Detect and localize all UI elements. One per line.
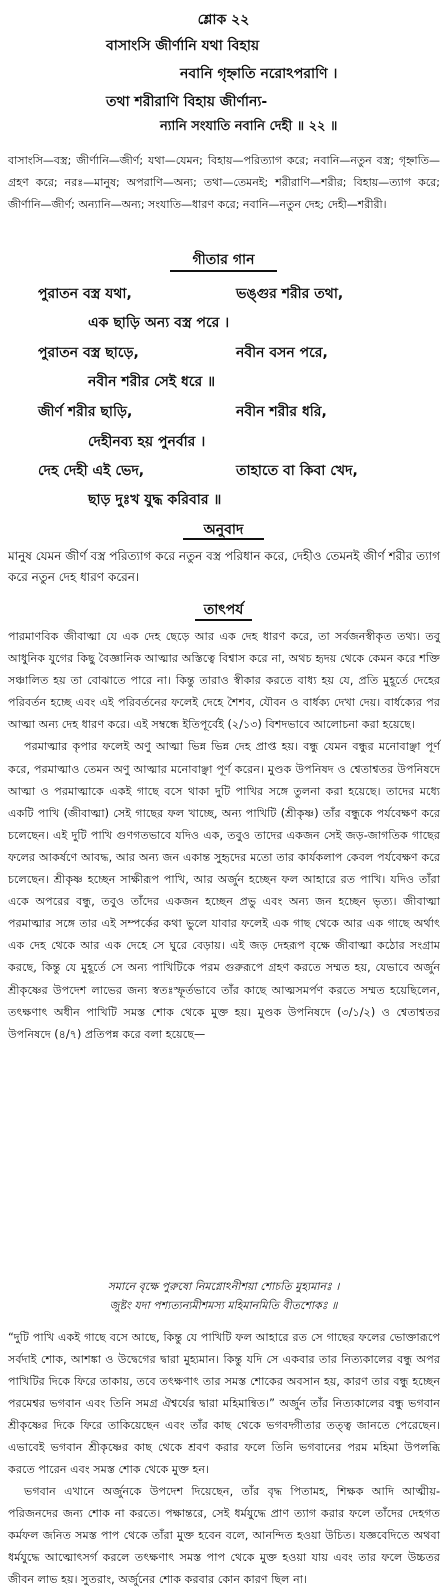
verse-line-3: তথা শরীরাণি বিহায় জীর্ণান্য- [106,94,268,110]
song-line-1-left: পুরাতন বস্ত্র যথা, [38,286,132,302]
song-line-7-left: দেহ দেহী এই ভেদ, [38,463,145,479]
sanskrit-quote [0,1277,447,1315]
purport-heading-underline [195,619,252,621]
song-line-7-right: তাহাতে বা কিবা খেদ, [236,463,358,479]
sanskrit-quote-line-1: সমানে বৃক্ষে পুরুষো নিমগ্নোঽনীশয়া শোচতি মুহ্যমানঃ । [107,1280,340,1293]
song-line-6: দেহীনব্য হয় পুনর্বার । [88,434,206,450]
song-line-1-right: ভঙ্গুর শরীর তথা, [236,286,344,302]
verse-line-4: ন্যানি সংযাতি নবানি দেহী ॥ ২২ ॥ [160,119,338,134]
purport-heading: তাৎপর্য [203,602,244,618]
purport-body [8,626,440,1046]
song-line-2: এক ছাড়ি অন্য বস্ত্র পরে । [88,315,230,331]
verse-line-2: নবানি গৃহ্নাতি নরোঽপরাণি । [180,66,338,82]
translation-text: মানুষ যেমন জীর্ণ বস্ত্র পরিত্যাগ করে নতুন বস্ত্র পরিধান করে, দেহীও তেমনই জীর্ণ শরীর ত্যাগ করে নতুন দেহ ধারণ করেন। [8,549,440,584]
translation-heading-underline [183,538,264,540]
synonyms-text: বাসাংসি—বস্ত্র; জীর্ণানি—জীর্ণ; যথা—যেমন; বিহায়—পরিত্যাগ করে; নবানি—নতুন বস্ত্র; গৃহ্নাতি—গ্রহণ করে; নরঃ—মানুষ; অপরাণি—অন্য; তথা—তেমনই; শরীরাণি—শরীর; বিহায়—ত্যাগ করে; জীর্ণানি—জীর্ণ; অন্যানি—অন্য; সংযাতি—ধারণ করে; নবানি—নতুন দেহ; দেহী—শরীরী। [8,154,440,211]
song-heading-underline [170,270,277,272]
translation-heading: অনুবাদ [203,522,244,538]
song-line-3-right: নবীন বসন পরে, [236,345,328,361]
song-line-5-right: নবীন শরীর ধরি, [236,404,327,420]
verse-line-1: বাসাংসি জীর্ণানি যথা বিহায় [106,38,260,54]
song-line-3-left: পুরাতন বস্ত্র ছাড়ে, [38,345,139,361]
song-line-8: ছাড় দুঃখ যুদ্ধ করিবার ॥ [88,492,222,508]
song-line-5-left: জীর্ণ শরীর ছাড়ি, [38,404,133,420]
verse-number: শ্লোক ২২ [197,12,250,28]
song-line-4: নবীন শরীর সেই ধরে ॥ [88,374,215,390]
purport-paragraph-1: পারমাণবিক জীবাত্মা যে এক দেহ ছেড়ে আর এক দেহ ধারণ করে, তা সর্বজনস্বীকৃত তথ্য। তবু আধুনিক যুগের কিছু বৈজ্ঞানিক আত্মার অস্তিত্বে বিশ্বাস করে না, অথচ হৃদয় থেকে কেমন করে শক্তি সঞ্চালিত হয় তা বোঝাতে পারে না। কিন্তু তারাও স্বীকার করতে বাধ্য হয় যে, প্রতি মুহূর্তে দেহের পরিবর্তন হচ্ছে এবং এই পরিবর্তনের ফলেই দেহে শৈশব, যৌবন ও বার্ধক্য দেখা দেয়। বার্ধক্যের পর আত্মা অন্য দেহ ধারণ করে। এই সম্বন্ধে ইতিপূর্বেই (২/১৩) বিশদভাবে আলোচনা করা হয়েছে। [8,630,440,732]
sanskrit-quote-line-2: জুষ্টং যদা পশ্যত্যন্যমীশমস্য মহিমানমিতি বীতশোকঃ ॥ [109,1299,338,1312]
purport-paragraph-2: পরমাত্মার কৃপার ফলেই অণু আত্মা ভিন্ন ভিন্ন দেহ প্রাপ্ত হয়। বন্ধু যেমন বন্ধুর মনোবাঞ্ছা পূর্ণ করে, পরমাত্মাও তেমন অণু আত্মার মনোবাঞ্ছা পূর্ণ করেন। মুণ্ডক উপনিষদ ও শ্বেতাশ্বতর উপনিষদে আত্মা ও পরমাত্মাকে একই গাছে বসে থাকা দুটি পাখির সঙ্গে তুলনা করা হয়েছে। তাদের মধ্যে একটি পাখি (জীবাত্মা) সেই গাছের ফল খাচ্ছে, অন্য পাখিটি (শ্রীকৃষ্ণ) তাঁর বন্ধুকে পর্যবেক্ষণ করে চলেছেন। এই দুটি পাখি গুণগতভাবে যদিও এক, তবুও তাদের একজন সেই জড়-জাগতিক গাছের ফলের আকর্ষণে আবদ্ধ, আর অন্য জন একান্ত সুহৃদের মতো তার কার্যকলাপ কেবল পর্যবেক্ষণ করে চলেছেন। শ্রীকৃষ্ণ হচ্ছেন সাক্ষীরূপ পাখি, আর অর্জুন হচ্ছেন ফল আহারে রত পাখি। যদিও তাঁরা একে অপরের বন্ধু, তবুও তাঁদের একজন হচ্ছেন প্রভু এবং অন্য জন হচ্ছেন ভৃত্য। জীবাত্মা পরমাত্মার সঙ্গে তার এই সম্পর্কের কথা ভুলে যাবার ফলেই এক গাছ থেকে আর এক গাছে অর্থাৎ এক দেহ থেকে আর এক দেহে সে ঘুরে বেড়ায়। এই জড় দেহরূপ বৃক্ষে জীবাত্মা কঠোর সংগ্রাম করছে, কিন্তু যে মুহূর্তে সে অন্য পাখিটিকে পরম গুরুরূপে গ্রহণ করতে সম্মত হয়, যেভাবে অর্জুন শ্রীকৃষ্ণের উপদেশ লাভের জন্য স্বতঃস্ফূর্তভাবে তাঁর কাছে আত্মসমর্পণ করতে সম্মত হয়েছিলেন, তৎক্ষণাৎ অধীন পাখিটি সমস্ত শোক থেকে মুক্ত হয়। মুণ্ডক উপনিষদে (৩/১/২) ও শ্বেতাশ্বতর উপনিষদে (৪/৭) প্রতিপন্ন করে বলা হয়েছে— [8,740,440,1041]
purport-body-continued [8,1327,440,1591]
purport-paragraph-4: ভগবান এখানে অর্জুনকে উপদেশ দিয়েছেন, তাঁর বৃদ্ধ পিতামহ, শিক্ষক আদি আত্মীয়-পরিজনদের জন্য শোক না করতে। পক্ষান্তরে, সেই ধর্মযুদ্ধে প্রাণ ত্যাগ করার ফলে তাঁদের দেহগত কর্মফল জনিত সমস্ত পাপ থেকে তাঁরা মুক্ত হবেন বলে, আনন্দিত হওয়া উচিত। যজ্ঞবেদিতে অথবা ধর্মযুদ্ধে আত্মোৎসর্গ করলে তৎক্ষণাৎ সমস্ত পাপ থেকে মুক্ত হওয়া যায় এবং তার ফলে উচ্চতর জীবন লাভ হয়। সুতরাং, অর্জুনের শোক করবার কোন কারণ ছিল না। [8,1485,440,1586]
song-heading: গীতার গান [192,252,255,268]
purport-paragraph-3: “দুটি পাখি একই গাছে বসে আছে, কিন্তু যে পাখিটি ফল আহারে রত সে গাছের ফলের ভোক্তারূপে সর্বদাই শোক, আশঙ্কা ও উদ্বেগের দ্বারা মুহ্যমান। কিন্তু যদি সে একবার তার নিত্যকালের বন্ধু অপর পাখিটির দিকে ফিরে তাকায়, তবে তৎক্ষণাৎ তার সমস্ত শোকের অবসান হয়, কারণ তার বন্ধু হচ্ছেন পরমেশ্বর ভগবান এবং তিনি সমগ্র ঐশ্বর্যের দ্বারা মহিমান্বিত।” অর্জুন তাঁর নিত্যকালের বন্ধু ভগবান শ্রীকৃষ্ণের দিকে ফিরে তাকিয়েছেন এবং তাঁর কাছ থেকে ভগবদ্গীতার তত্ত্ব জানতে পেরেছেন। এভাবেই ভগবান শ্রীকৃষ্ণের কাছ থেকে শ্রবণ করার ফলে তিনি ভগবানের পরম মহিমা উপলব্ধি করতে পারেন এবং সমস্ত শোক থেকে মুক্ত হন। [8,1331,440,1476]
